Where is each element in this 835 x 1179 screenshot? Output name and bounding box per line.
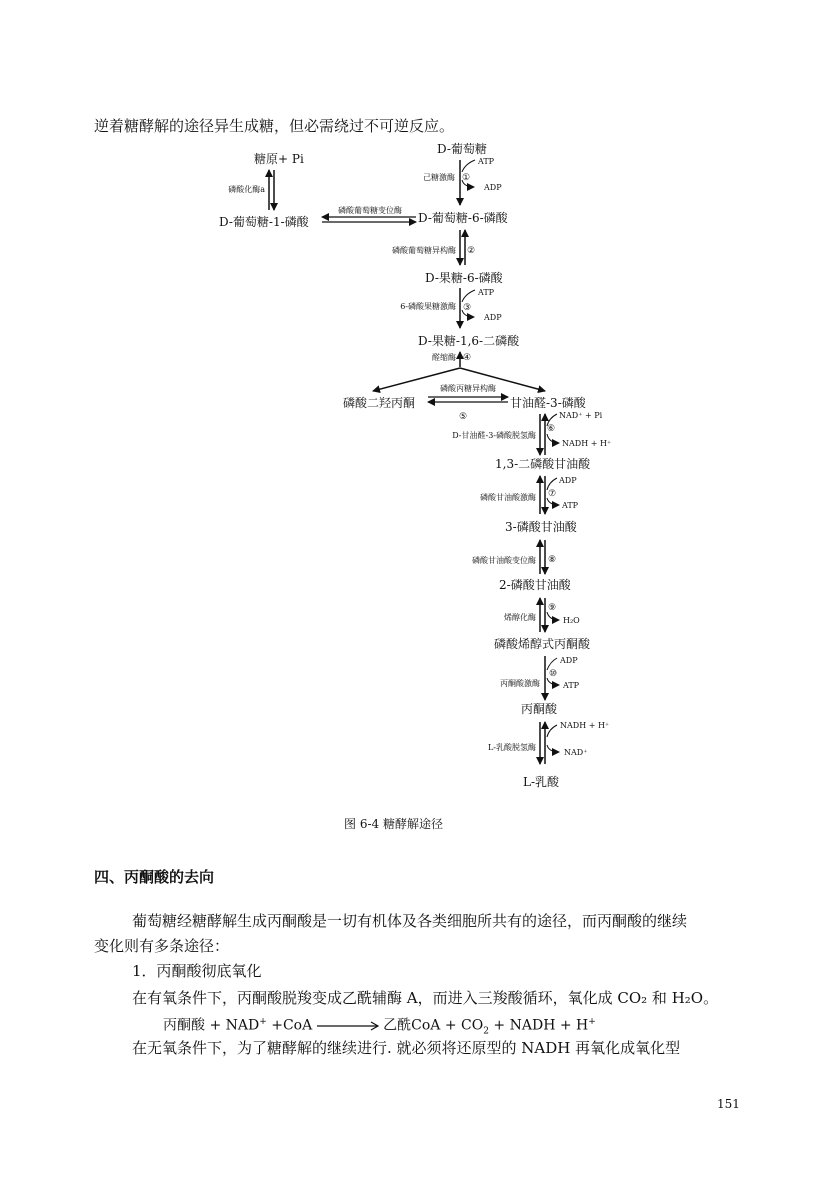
eq-plus-1: + xyxy=(209,1017,222,1034)
cofactor-atp-1: ATP xyxy=(478,157,495,166)
step-10: ⑩ xyxy=(549,669,558,679)
eq-plus-2: + xyxy=(444,1017,457,1034)
compound-2pg: 2-磷酸甘油酸 xyxy=(499,578,571,592)
cofactor-adp-3: ADP xyxy=(484,313,502,322)
compound-lactate: L-乳酸 xyxy=(523,775,560,789)
enzyme-hexokinase: 己糖激酶 xyxy=(423,173,455,182)
eq-coa: +CoA xyxy=(271,1017,313,1034)
enzyme-pfk: 6-磷酸果糖激酶 xyxy=(400,302,456,311)
para2: 在有氧条件下，丙酮酸脱羧变成乙酰辅酶 A，而进入三羧酸循环，氧化成 CO₂ 和 H₂O。 xyxy=(132,989,719,1007)
eq-h-charge: + xyxy=(588,1017,596,1027)
step-1: ① xyxy=(462,173,471,183)
eq-nad-charge: + xyxy=(259,1017,267,1027)
compound-glycogen-pi: 糖原+ Pi xyxy=(254,152,304,166)
eq-co-sub: 2 xyxy=(483,1026,489,1037)
cofactor-atp-3: ATP xyxy=(478,288,495,297)
section-title: 四、丙酮酸的去向 xyxy=(94,868,215,886)
step-3: ③ xyxy=(463,303,472,313)
para3: 在无氧条件下，为了糖酵解的继续进行. 就必须将还原型的 NADH 再氧化成氧化型 xyxy=(132,1039,681,1057)
enzyme-ldh: L-乳酸脱氢酶 xyxy=(487,743,536,752)
eq-nadh: NADH xyxy=(509,1017,556,1034)
enzyme-pgk: 磷酸甘油酸激酶 xyxy=(480,493,536,502)
step-9: ⑨ xyxy=(548,603,557,613)
compound-3pg: 3-磷酸甘油酸 xyxy=(505,520,577,534)
enzyme-phosphoglucomutase: 磷酸葡萄糖变位酶 xyxy=(338,206,402,215)
compound-13bpg: 1,3-二磷酸甘油酸 xyxy=(495,457,591,471)
cofactor-nad-pi: NAD⁺ + Pi xyxy=(559,411,603,420)
enzyme-tpi: 磷酸丙糖异构酶 xyxy=(440,384,496,393)
eq-co: CO xyxy=(461,1017,484,1034)
compound-pep: 磷酸烯醇式丙酮酸 xyxy=(494,637,591,651)
enzyme-enolase: 烯醇化酶 xyxy=(504,613,536,622)
page-number: 151 xyxy=(717,1097,740,1111)
reaction-equation xyxy=(163,1013,596,1040)
para1-line2: 变化则有多条途径： xyxy=(94,937,230,955)
enzyme-pgm: 磷酸甘油酸变位酶 xyxy=(472,556,536,565)
enzyme-aldolase: 醛缩酶 xyxy=(432,353,456,362)
cofactor-nadh-6: NADH + H⁺ xyxy=(562,439,612,448)
eq-h: H xyxy=(576,1017,589,1034)
compound-fructose-6p: D-果糖-6-磷酸 xyxy=(425,271,503,285)
enzyme-phosphorylase: 磷酸化酶a xyxy=(228,185,265,194)
step-7: ⑦ xyxy=(548,489,557,499)
compound-glucose-1p: D-葡萄糖-1-磷酸 xyxy=(219,215,309,229)
cofactor-atp-7: ATP xyxy=(562,501,579,510)
para1-line1: 葡萄糖经糖酵解生成丙酮酸是一切有机体及各类细胞所共有的途径，而丙酮酸的继续 xyxy=(132,912,688,930)
figure-caption: 图 6-4 糖酵解途径 xyxy=(344,817,443,831)
step-5: ⑤ xyxy=(458,412,468,422)
enzyme-gapdh: D-甘油醛-3-磷酸脱氢酶 xyxy=(452,431,536,440)
compound-glucose: D-葡萄糖 xyxy=(437,142,487,156)
cofactor-h2o: H₂O xyxy=(563,616,580,625)
intro-line: 逆着糖酵解的途径异生成糖，但必需绕过不可逆反应。 xyxy=(94,117,455,135)
step-8: ⑧ xyxy=(548,555,557,565)
compound-gap: 甘油醛-3-磷酸 xyxy=(510,396,586,410)
cofactor-adp-7: ADP xyxy=(559,476,577,485)
cofactor-adp-1: ADP xyxy=(484,183,502,192)
step-2: ② xyxy=(467,246,476,256)
enzyme-phosphoglucose-isomerase: 磷酸葡萄糖异构酶 xyxy=(392,246,456,255)
list-item-1: 1．丙酮酸彻底氧化 xyxy=(132,962,262,980)
step-6: ⑥ xyxy=(547,424,556,434)
eq-nad: NAD xyxy=(225,1017,260,1034)
cofactor-atp-10: ATP xyxy=(563,681,580,690)
eq-acetyl-coa: 乙酰CoA xyxy=(383,1017,441,1034)
cofactor-nadh-ldh: NADH + H⁺ xyxy=(560,721,610,730)
enzyme-pk: 丙酮酸激酶 xyxy=(500,679,540,688)
cofactor-adp-10: ADP xyxy=(560,656,578,665)
step-4: ④ xyxy=(463,353,472,363)
eq-plus-3: + xyxy=(493,1017,506,1034)
cofactor-nad-ldh: NAD⁺ xyxy=(564,748,588,757)
eq-pyruvate: 丙酮酸 xyxy=(163,1017,205,1034)
compound-dhap: 磷酸二羟丙酮 xyxy=(343,396,416,410)
compound-pyruvate: 丙酮酸 xyxy=(521,702,558,716)
compound-glucose-6p: D-葡萄糖-6-磷酸 xyxy=(418,211,508,225)
eq-plus-4: + xyxy=(559,1017,572,1034)
compound-fructose-16bp: D-果糖-1,6-二磷酸 xyxy=(418,334,520,348)
eq-arrow xyxy=(317,1021,379,1031)
